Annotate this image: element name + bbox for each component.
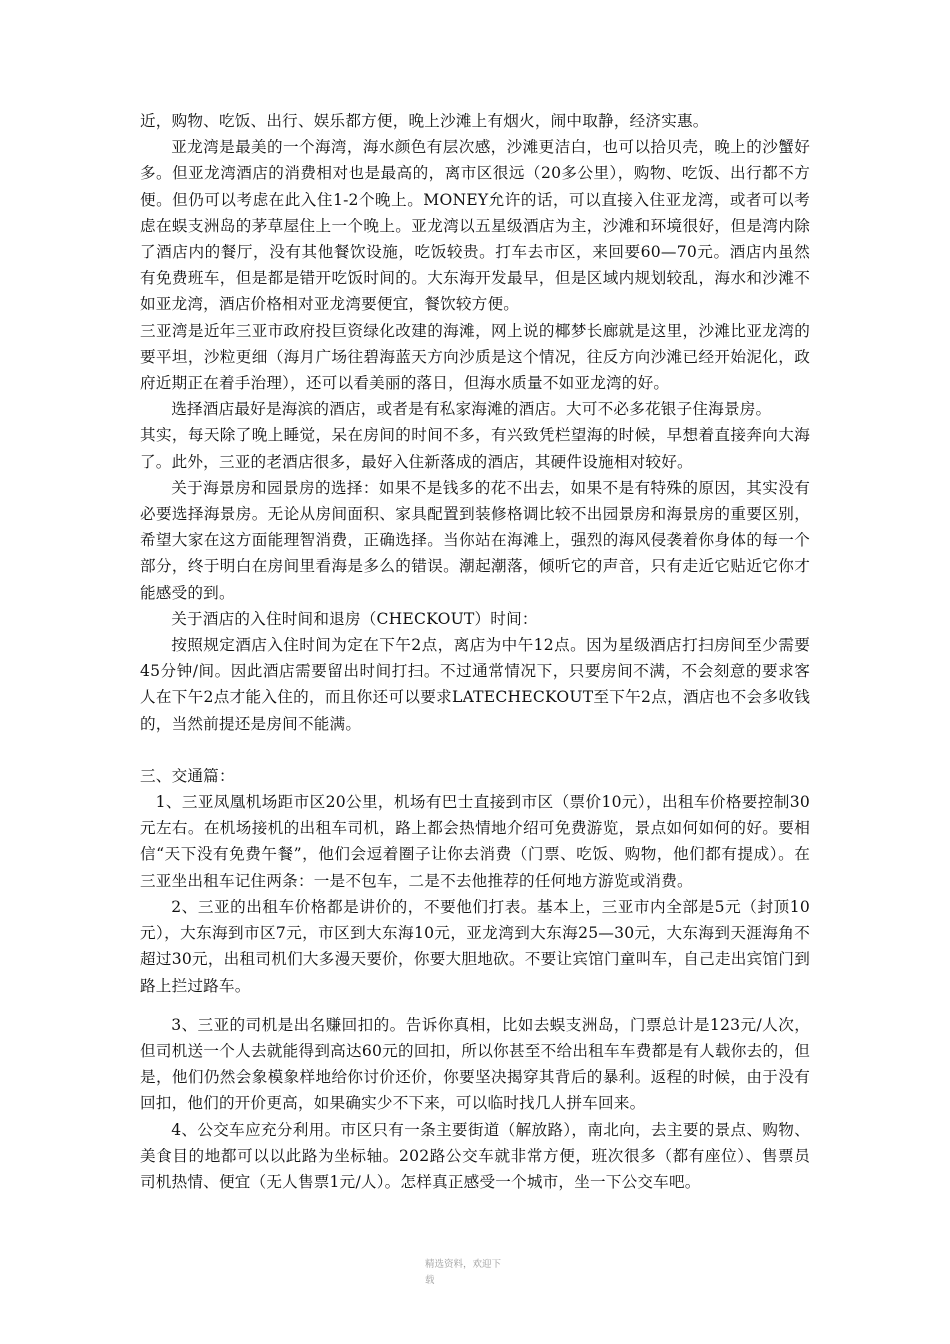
paragraph-transport-1: 1、三亚凤凰机场距市区20公里，机场有巴士直接到市区（票价10元），出租车价格要控制30元左右。在机场接机的出租车司机，路上都会热情地介绍可免费游览，景点如何如何的好。要相信“天下没有免费午餐”，他们会逗着圈子让你去消费（门票、吃饭、购物，他们都有提成）。在三亚坐出租车记住两条：一是不包车，二是不去他推荐的任何地方游览或消费。: [140, 793, 810, 890]
paragraph-transport-3: 3、三亚的司机是出名赚回扣的。告诉你真相，比如去蜈支洲岛，门票总计是123元/人次，但司机送一个人去就能得到高达60元的回扣，所以你甚至不给出租车车费都是有人载你去的，但是，他们仍然会象模象样地给你讨价还价，你要坚决揭穿其背后的暴利。返程的时候，由于没有回扣，他们的开价更高，如果确实少不下来，可以临时找几人拼车回来。: [140, 1015, 810, 1113]
paragraph-transport-2: 2、三亚的出租车价格都是讲价的，不要他们打表。基本上，三亚市内全部是5元（封顶10元），大东海到市区7元，市区到大东海10元，亚龙湾到大东海25—30元，大东海到天涯海角不超过30元，出租司机们大多漫天要价，你要大胆地砍。不要让宾馆门童叫车，自己走出宾馆门到路上拦过路车。: [140, 897, 810, 995]
section-heading-transport: 三、交通篇：: [140, 766, 235, 785]
paragraph-hotel-choice-cont: 其实，每天除了晚上睡觉，呆在房间的时间不多，有兴致凭栏望海的时候，早想着直接奔向大海了。此外，三亚的老酒店很多，最好入住新落成的酒店，其硬件设施相对较好。: [140, 426, 810, 471]
paragraph-yalong-bay: 亚龙湾是最美的一个海湾，海水颜色有层次感，沙滩更洁白，也可以拾贝壳，晚上的沙蟹好多。但亚龙湾酒店的消费相对也是最高的，离市区很远（20多公里），购物、吃饭、出行都不方便。但仍可以考虑在此入住1-2个晚上。MONEY允许的话，可以直接入住亚龙湾，或者可以考虑在蜈支洲岛的茅草屋住上一个晚上。亚龙湾以五星级酒店为主，沙滩和环境很好，但是湾内除了酒店内的餐厅，没有其他餐饮设施，吃饭较贵。打车去市区，来回要60—70元。酒店内虽然有免费班车，但是都是错开吃饭时间的。大东海开发最早，但是区域内规划较乱，海水和沙滩不如亚龙湾，酒店价格相对亚龙湾要便宜，餐饮较方便。: [140, 138, 810, 314]
paragraph-continuation: 近，购物、吃饭、出行、娱乐都方便，晚上沙滩上有烟火，闹中取静，经济实惠。: [140, 112, 709, 130]
paragraph-hotel-choice: 选择酒店最好是海滨的酒店，或者是有私家海滩的酒店。大可不必多花银子住海景房。: [171, 400, 772, 419]
page-footer: [425, 1257, 525, 1289]
paragraph-transport-4: 4、公交车应充分利用。市区只有一条主要街道（解放路），南北向，去主要的景点、购物、美食目的地都可以以此路为坐标轴。202路公交车就非常方便，班次很多（都有座位）、售票员司机热情、便宜（无人售票1元/人）。怎样真正感受一个城市，坐一下公交车吧。: [140, 1120, 810, 1191]
paragraph-sanya-bay: 三亚湾是近年三亚市政府投巨资绿化改建的海滩，网上说的椰梦长廊就是这里，沙滩比亚龙湾的要平坦，沙粒更细（海月广场往碧海蓝天方向沙质是这个情况，往反方向沙滩已经开始泥化，政府近期正在着手治理），还可以看美丽的落日，但海水质量不如亚龙湾的好。: [140, 321, 810, 393]
paragraph-checkin-heading: 关于酒店的入住时间和退房（CHECKOUT）时间：: [171, 609, 538, 628]
paragraph-sea-view-room: 关于海景房和园景房的选择：如果不是钱多的花不出去，如果不是有特殊的原因，其实没有必要选择海景房。无论从房间面积、家具配置到装修格调比较不出园景房和海景房的重要区别，希望大家在这方面能理智消费，正确选择。当你站在海滩上，强烈的海风侵袭着你身体的每一个部分，终于明白在房间里看海是多么的错误。潮起潮落，倾听它的声音，只有走近它贴近它你才能感受的到。: [140, 478, 810, 602]
footer-line-1: 精选资料，欢迎下: [425, 1259, 502, 1270]
document-body: [140, 108, 810, 1195]
paragraph-checkin-rules: 按照规定酒店入住时间为定在下午2点，离店为中午12点。因为星级酒店打扫房间至少需要45分钟/间。因此酒店需要留出时间打扫。不过通常情况下，只要房间不满，不会刻意的要求客人在下午2点才能入住的，而且你还可以要求LATECHECKOUT至下午2点，酒店也不会多收钱的，当然前提还是房间不能满。: [140, 636, 810, 733]
footer-line-2: 载: [425, 1275, 435, 1286]
